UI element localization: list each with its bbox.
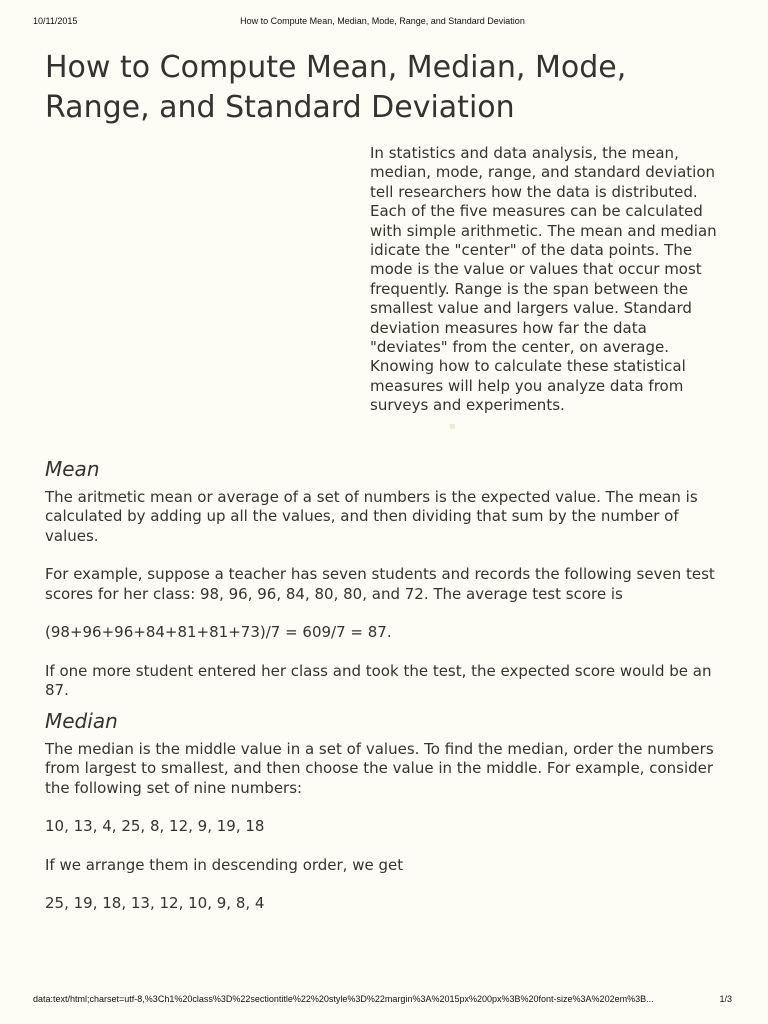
mean-paragraph-4: If one more student entered her class and took the test, the expected score would be an 87. xyxy=(45,661,712,700)
print-header xyxy=(33,16,732,30)
image-placeholder xyxy=(45,144,370,414)
mean-heading: Mean xyxy=(45,456,100,481)
article xyxy=(45,48,725,914)
print-title: How to Compute Mean, Median, Mode, Range, and Standard Deviation xyxy=(240,16,525,26)
intro-paragraph: In statistics and data analysis, the mean, median, mode, range, and standard deviation tell researchers how the data is distributed. Each of the five measures can be calculated with simple arithmetic. The mean and median idicate the "center" of the data points. The mode is the value or values that occur most frequently. Range is the span between the smallest value and largers value. Standard deviation measures how far the data "deviates" from the center, on average. Knowing how to calculate these statistical measures will help you analyze data from surveys and experiments. xyxy=(370,144,717,415)
mean-paragraph-1: The aritmetic mean or average of a set of numbers is the expected value. The mean is calculated by adding up all the values, and then dividing that sum by the number of values. xyxy=(45,487,698,545)
print-footer xyxy=(33,994,732,1008)
median-paragraph-3: If we arrange them in descending order, we get xyxy=(45,855,404,874)
print-date: 10/11/2015 xyxy=(33,16,78,26)
decorative-dot xyxy=(450,424,455,429)
median-number-set: 10, 13, 4, 25, 8, 12, 9, 19, 18 xyxy=(45,817,265,836)
intro-section xyxy=(45,144,725,416)
mean-formula: (98+96+96+84+81+81+73)/7 = 609/7 = 87. xyxy=(45,623,392,642)
page-number: 1/3 xyxy=(719,994,732,1004)
mean-paragraph-2: For example, suppose a teacher has seven students and records the following seven test scores for her class: 98, 96, 96, 84, 80, 80, and 72. The average test score is xyxy=(45,565,715,603)
page-title: How to Compute Mean, Median, Mode, Range, and Standard Deviation xyxy=(45,50,627,125)
median-paragraph-1: The median is the middle value in a set of values. To find the median, order the numbers from largest to smallest, and then choose the value in the middle. For example, consider the following set of nine numbers: xyxy=(45,739,714,797)
median-heading: Median xyxy=(45,708,118,733)
median-sorted-set: 25, 19, 18, 13, 12, 10, 9, 8, 4 xyxy=(45,894,265,913)
print-url: data:text/html;charset=utf-8,%3Ch1%20class%3D%22sectiontitle%22%20style%3D%22margin%3A%2015px%200px%3B%20font-size%3A%202em%3B... xyxy=(33,994,654,1004)
